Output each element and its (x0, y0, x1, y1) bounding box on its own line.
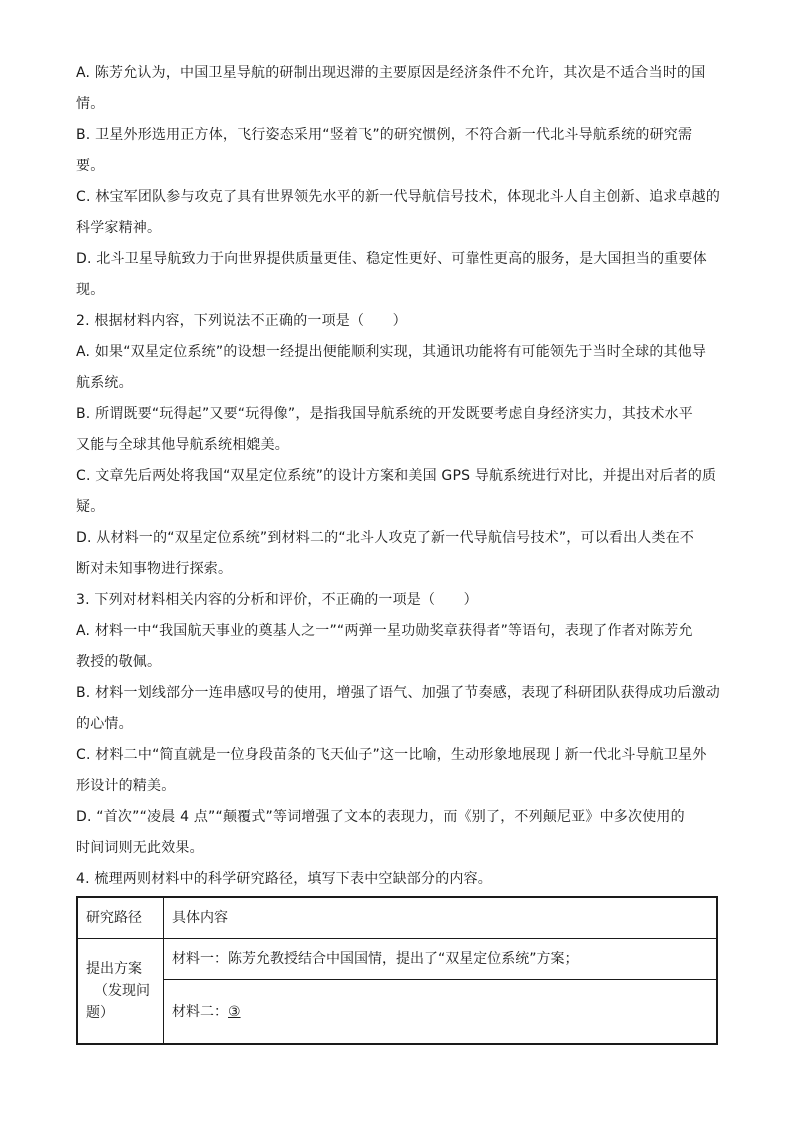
material-one-cell: 材料一：陈芳允教授结合中国国情，提出了“双星定位系统”方案； (164, 939, 717, 980)
text-line: 疑。 (76, 499, 105, 515)
text-line: D. 从材料一的“双星定位系统”到材料二的“北斗人攻克了新一代导航信号技术”，可以看出人类在不 (76, 530, 695, 546)
text-line: A. 如果“双星定位系统”的设想一经提出便能顺利实现，其通讯功能将有可能领先于当时全球的其他导 (76, 344, 707, 360)
text-line: 科学家精神。 (76, 220, 162, 236)
text-line: 形设计的精美。 (76, 778, 176, 794)
text-line: 时间词则无此效果。 (76, 840, 204, 856)
text-line: 2. 根据材料内容，下列说法不正确的一项是（ ） (76, 313, 407, 329)
table (77, 897, 717, 1044)
text-line: 情。 (76, 96, 105, 112)
material-two-cell (164, 980, 717, 1044)
text-line: B. 材料一划线部分一连串感叹号的使用，增强了语气、加强了节奏感，表现了科研团队获得成功后激动 (76, 685, 720, 701)
text-line: 4. 梳理两则材料中的科学研究路径，填写下表中空缺部分的内容。 (76, 871, 493, 887)
text-line: 又能与全球其他导航系统相媲美。 (76, 437, 289, 453)
text-line: B. 卫星外形选用正方体，飞行姿态采用“竖着飞”的研究惯例，不符合新一代北斗导航系统的研究需 (76, 127, 693, 143)
text-line: D. 北斗卫星导航致力于向世界提供质量更佳、稳定性更好、可靠性更高的服务，是大国担当的重要体 (76, 251, 707, 267)
text-line: 的心情。 (76, 716, 133, 732)
text-line: D. “首次”“凌晨 4 点”“颠覆式”等词增强了文本的表现力，而《别了，不列颠尼亚》中多次使用的 (76, 809, 685, 825)
row-label-line: （发现问 (94, 983, 150, 999)
table-row (78, 980, 717, 1044)
text-line: 要。 (76, 158, 105, 174)
text-line: A. 材料一中“我国航天事业的奠基人之一”“两弹一星功勋奖章获得者”等语句，表现了作者对陈芳允 (76, 623, 693, 639)
text-line: C. 林宝军团队参与攻克了具有世界领先水平的新一代导航信号技术，体现北斗人自主创新、追求卓越的 (76, 189, 721, 205)
text-line: B. 所谓既要“玩得起”又要“玩得像”，是指我国导航系统的开发既要考虑自身经济实力，其技术水平 (76, 406, 693, 422)
row-label-cell (78, 939, 164, 1044)
text-lines (76, 58, 720, 895)
text-line: 教授的敬佩。 (76, 654, 162, 670)
text-line: A. 陈芳允认为，中国卫星导航的研制出现迟滞的主要原因是经济条件不允许，其次是不适合当时的国 (76, 65, 706, 81)
row-label-line: 提出方案 (86, 961, 142, 977)
table-header-path: 研究路径 (78, 898, 164, 939)
table-header-row (78, 898, 717, 939)
text-line: 3. 下列对材料相关内容的分析和评价，不正确的一项是（ ） (76, 592, 478, 608)
table-row (78, 939, 717, 980)
research-path-table (76, 896, 718, 1045)
answer-blank-3: ③ (228, 1003, 241, 1020)
text-line: 断对未知事物进行探索。 (76, 561, 233, 577)
material-two-label: 材料二： (172, 1003, 228, 1020)
text-line: 航系统。 (76, 375, 133, 391)
document-content (76, 58, 720, 1045)
table-header-content: 具体内容 (164, 898, 717, 939)
text-line: C. 材料二中“简直就是一位身段苗条的飞天仙子”这一比喻，生动形象地展现亅新一代北斗导航卫星外 (76, 747, 707, 763)
row-label-line: 题） (86, 1005, 114, 1021)
text-line: 现。 (76, 282, 105, 298)
text-line: C. 文章先后两处将我国“双星定位系统”的设计方案和美国 GPS 导航系统进行对比，并提出对后者的质 (76, 468, 717, 484)
